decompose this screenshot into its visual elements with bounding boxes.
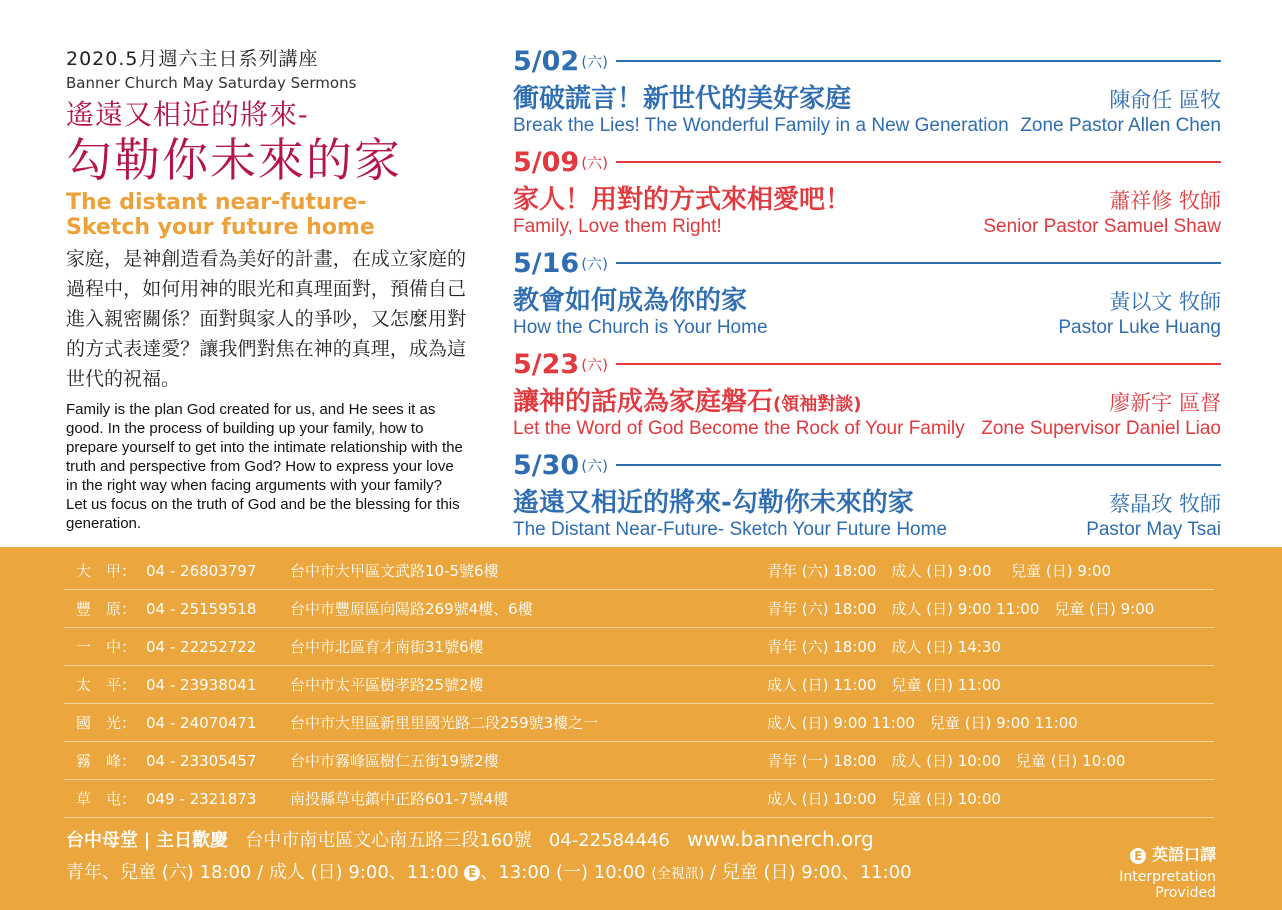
session-divider [616, 60, 1221, 62]
session-title-en: Let the Word of God Become the Rock of Your Family [513, 418, 965, 439]
session-title-zh: 衝破謊言！新世代的美好家庭 [513, 84, 852, 114]
english-interpretation-icon: E [1130, 848, 1146, 864]
location-phone: 04 - 23305457 [146, 751, 257, 770]
location-phone: 04 - 26803797 [146, 561, 257, 580]
location-row [64, 780, 1214, 818]
session-weekday: (六) [581, 254, 608, 273]
website-link[interactable]: www.bannerch.org [687, 827, 874, 851]
main-church-times [66, 858, 912, 884]
session-title-en: How the Church is Your Home [513, 317, 768, 338]
session-weekday: (六) [581, 52, 608, 71]
session-speaker-en: Pastor Luke Huang [1058, 317, 1221, 338]
series-title-zh: 2020.5月週六主日系列講座 [66, 48, 319, 70]
session-title-en: The Distant Near-Future- Sketch Your Future Home [513, 519, 948, 540]
service-times-part1: 青年、兒童 (六) 18:00 / 成人 (日) 9:00、11:00 [66, 862, 459, 883]
location-schedule: 成人 (日) 9:00 11:00 兒童 (日) 9:00 11:00 [767, 714, 1078, 732]
series-title-en: Banner Church May Saturday Sermons [66, 74, 357, 92]
location-name: 太 平： [76, 676, 137, 694]
intro-panel [66, 46, 466, 533]
session-speaker-zh: 蕭祥修 牧師 [1109, 189, 1221, 213]
session-title-zh-note: (領袖對談) [773, 394, 862, 415]
location-name: 國 光： [76, 714, 137, 732]
theme-title-en-line2: Sketch your future home [66, 215, 375, 240]
session-item [513, 347, 1221, 448]
location-address: 台中市太平區樹孝路25號2樓 [290, 676, 484, 694]
session-date: 5/02 [513, 45, 580, 77]
session-speaker-zh: 陳俞任 區牧 [1109, 88, 1221, 112]
location-phone: 04 - 25159518 [146, 599, 257, 618]
location-row [64, 666, 1214, 704]
locations-table [64, 552, 1214, 818]
theme-title-zh-line1: 遙遠又相近的將來- [66, 98, 309, 131]
session-divider [616, 363, 1221, 365]
location-name: 大 甲： [76, 562, 137, 580]
location-row [64, 628, 1214, 666]
location-address: 台中市大里區新里里國光路二段259號3樓之一 [290, 714, 599, 732]
location-address: 南投縣草屯鎮中正路601-7號4樓 [290, 790, 509, 808]
interpretation-note [1060, 842, 1216, 901]
interpretation-zh: 英語口譯 [1151, 845, 1216, 864]
interpretation-en: Interpretation Provided [1119, 869, 1216, 901]
session-divider [616, 464, 1221, 466]
location-name: 豐 原： [76, 600, 137, 618]
main-church-info [66, 826, 874, 852]
location-row [64, 704, 1214, 742]
location-name: 草 屯： [76, 790, 137, 808]
service-times-part3: / 兒童 (日) 9:00、11:00 [704, 862, 912, 883]
location-phone: 04 - 22252722 [146, 637, 257, 656]
location-schedule: 青年 (六) 18:00 成人 (日) 9:00 11:00 兒童 (日) 9:00 [767, 600, 1155, 618]
session-date: 5/16 [513, 247, 580, 279]
session-title-zh: 教會如何成為你的家 [513, 286, 748, 316]
session-speaker-zh: 蔡晶玫 牧師 [1109, 492, 1221, 516]
main-church-address: 台中市南屯區文心南五路三段160號 [245, 830, 532, 851]
session-weekday: (六) [581, 153, 608, 172]
location-schedule: 青年 (六) 18:00 成人 (日) 14:30 [767, 638, 1001, 656]
location-row [64, 552, 1214, 590]
session-title-zh: 遙遠又相近的將來-勾勒你未來的家 [513, 488, 914, 518]
session-item [513, 145, 1221, 246]
location-name: 一 中： [76, 638, 137, 656]
main-church-name: 台中母堂 [66, 830, 138, 851]
location-row [64, 590, 1214, 628]
location-phone: 04 - 23938041 [146, 675, 257, 694]
location-schedule: 成人 (日) 11:00 兒童 (日) 11:00 [767, 676, 1001, 694]
location-address: 台中市豐原區向陽路269號4樓、6樓 [290, 600, 533, 618]
session-item [513, 246, 1221, 347]
location-schedule: 青年 (六) 18:00 成人 (日) 9:00 兒童 (日) 9:00 [767, 562, 1112, 580]
session-divider [616, 262, 1221, 264]
session-date: 5/09 [513, 146, 580, 178]
session-title-en: Family, Love them Right! [513, 216, 722, 237]
location-name: 霧 峰： [76, 752, 137, 770]
session-title-en: Break the Lies! The Wonderful Family in a New Generation [513, 115, 1009, 136]
session-weekday: (六) [581, 456, 608, 475]
sunday-label: 主日歡慶 [156, 830, 229, 851]
session-speaker-en: Zone Pastor Allen Chen [1020, 115, 1221, 136]
session-speaker-en: Pastor May Tsai [1086, 519, 1221, 540]
location-address: 台中市北區育才南街31號6樓 [290, 638, 484, 656]
session-date: 5/30 [513, 449, 580, 481]
english-interpretation-icon: E [464, 865, 480, 881]
location-schedule: 青年 (一) 18:00 成人 (日) 10:00 兒童 (日) 10:00 [767, 752, 1126, 770]
session-speaker-zh: 廖新宇 區督 [1109, 391, 1221, 415]
location-address: 台中市大甲區文武路10-5號6樓 [290, 562, 499, 580]
location-phone: 049 - 2321873 [146, 789, 257, 808]
session-weekday: (六) [581, 355, 608, 374]
session-item [513, 44, 1221, 145]
session-list [513, 44, 1221, 549]
session-date: 5/23 [513, 348, 580, 380]
main-church-phone: 04-22584446 [548, 830, 670, 851]
session-item [513, 448, 1221, 549]
location-phone: 04 - 24070471 [146, 713, 257, 732]
description-zh: 家庭，是神創造看為美好的計畫，在成立家庭的過程中，如何用神的眼光和真理面對，預備自己進入親密關係？面對與家人的爭吵，又怎麼用對的方式表達愛？讓我們對焦在神的真理，成為這世代的祝福。 [66, 248, 466, 390]
footer-separator: | [143, 830, 151, 851]
location-schedule: 成人 (日) 10:00 兒童 (日) 10:00 [767, 790, 1001, 808]
session-speaker-zh: 黃以文 牧師 [1109, 290, 1221, 314]
location-row [64, 742, 1214, 780]
session-title-zh: 讓神的話成為家庭磐石(領袖對談) [513, 387, 862, 417]
online-note: (全視訊) [651, 866, 705, 882]
session-speaker-en: Senior Pastor Samuel Shaw [983, 216, 1221, 237]
theme-title-zh-line2: 勾勒你未來的家 [66, 133, 402, 187]
location-address: 台中市霧峰區樹仁五街19號2樓 [290, 752, 499, 770]
session-divider [616, 161, 1221, 163]
service-times-part2: 、13:00 (一) 10:00 [480, 862, 646, 883]
session-title-zh: 家人！用對的方式來相愛吧！ [513, 185, 852, 215]
session-speaker-en: Zone Supervisor Daniel Liao [981, 418, 1221, 439]
theme-title-en-line1: The distant near-future- [66, 190, 367, 215]
description-en: Family is the plan God created for us, and He sees it as good. In the process of building up your family, how to prepare yourself to get into the intimate relationship with the truth and perspective from God? How to express your love in the right way when facing arguments with your family? Let us focus on the truth of God and be the blessing for this generation. [66, 401, 463, 532]
